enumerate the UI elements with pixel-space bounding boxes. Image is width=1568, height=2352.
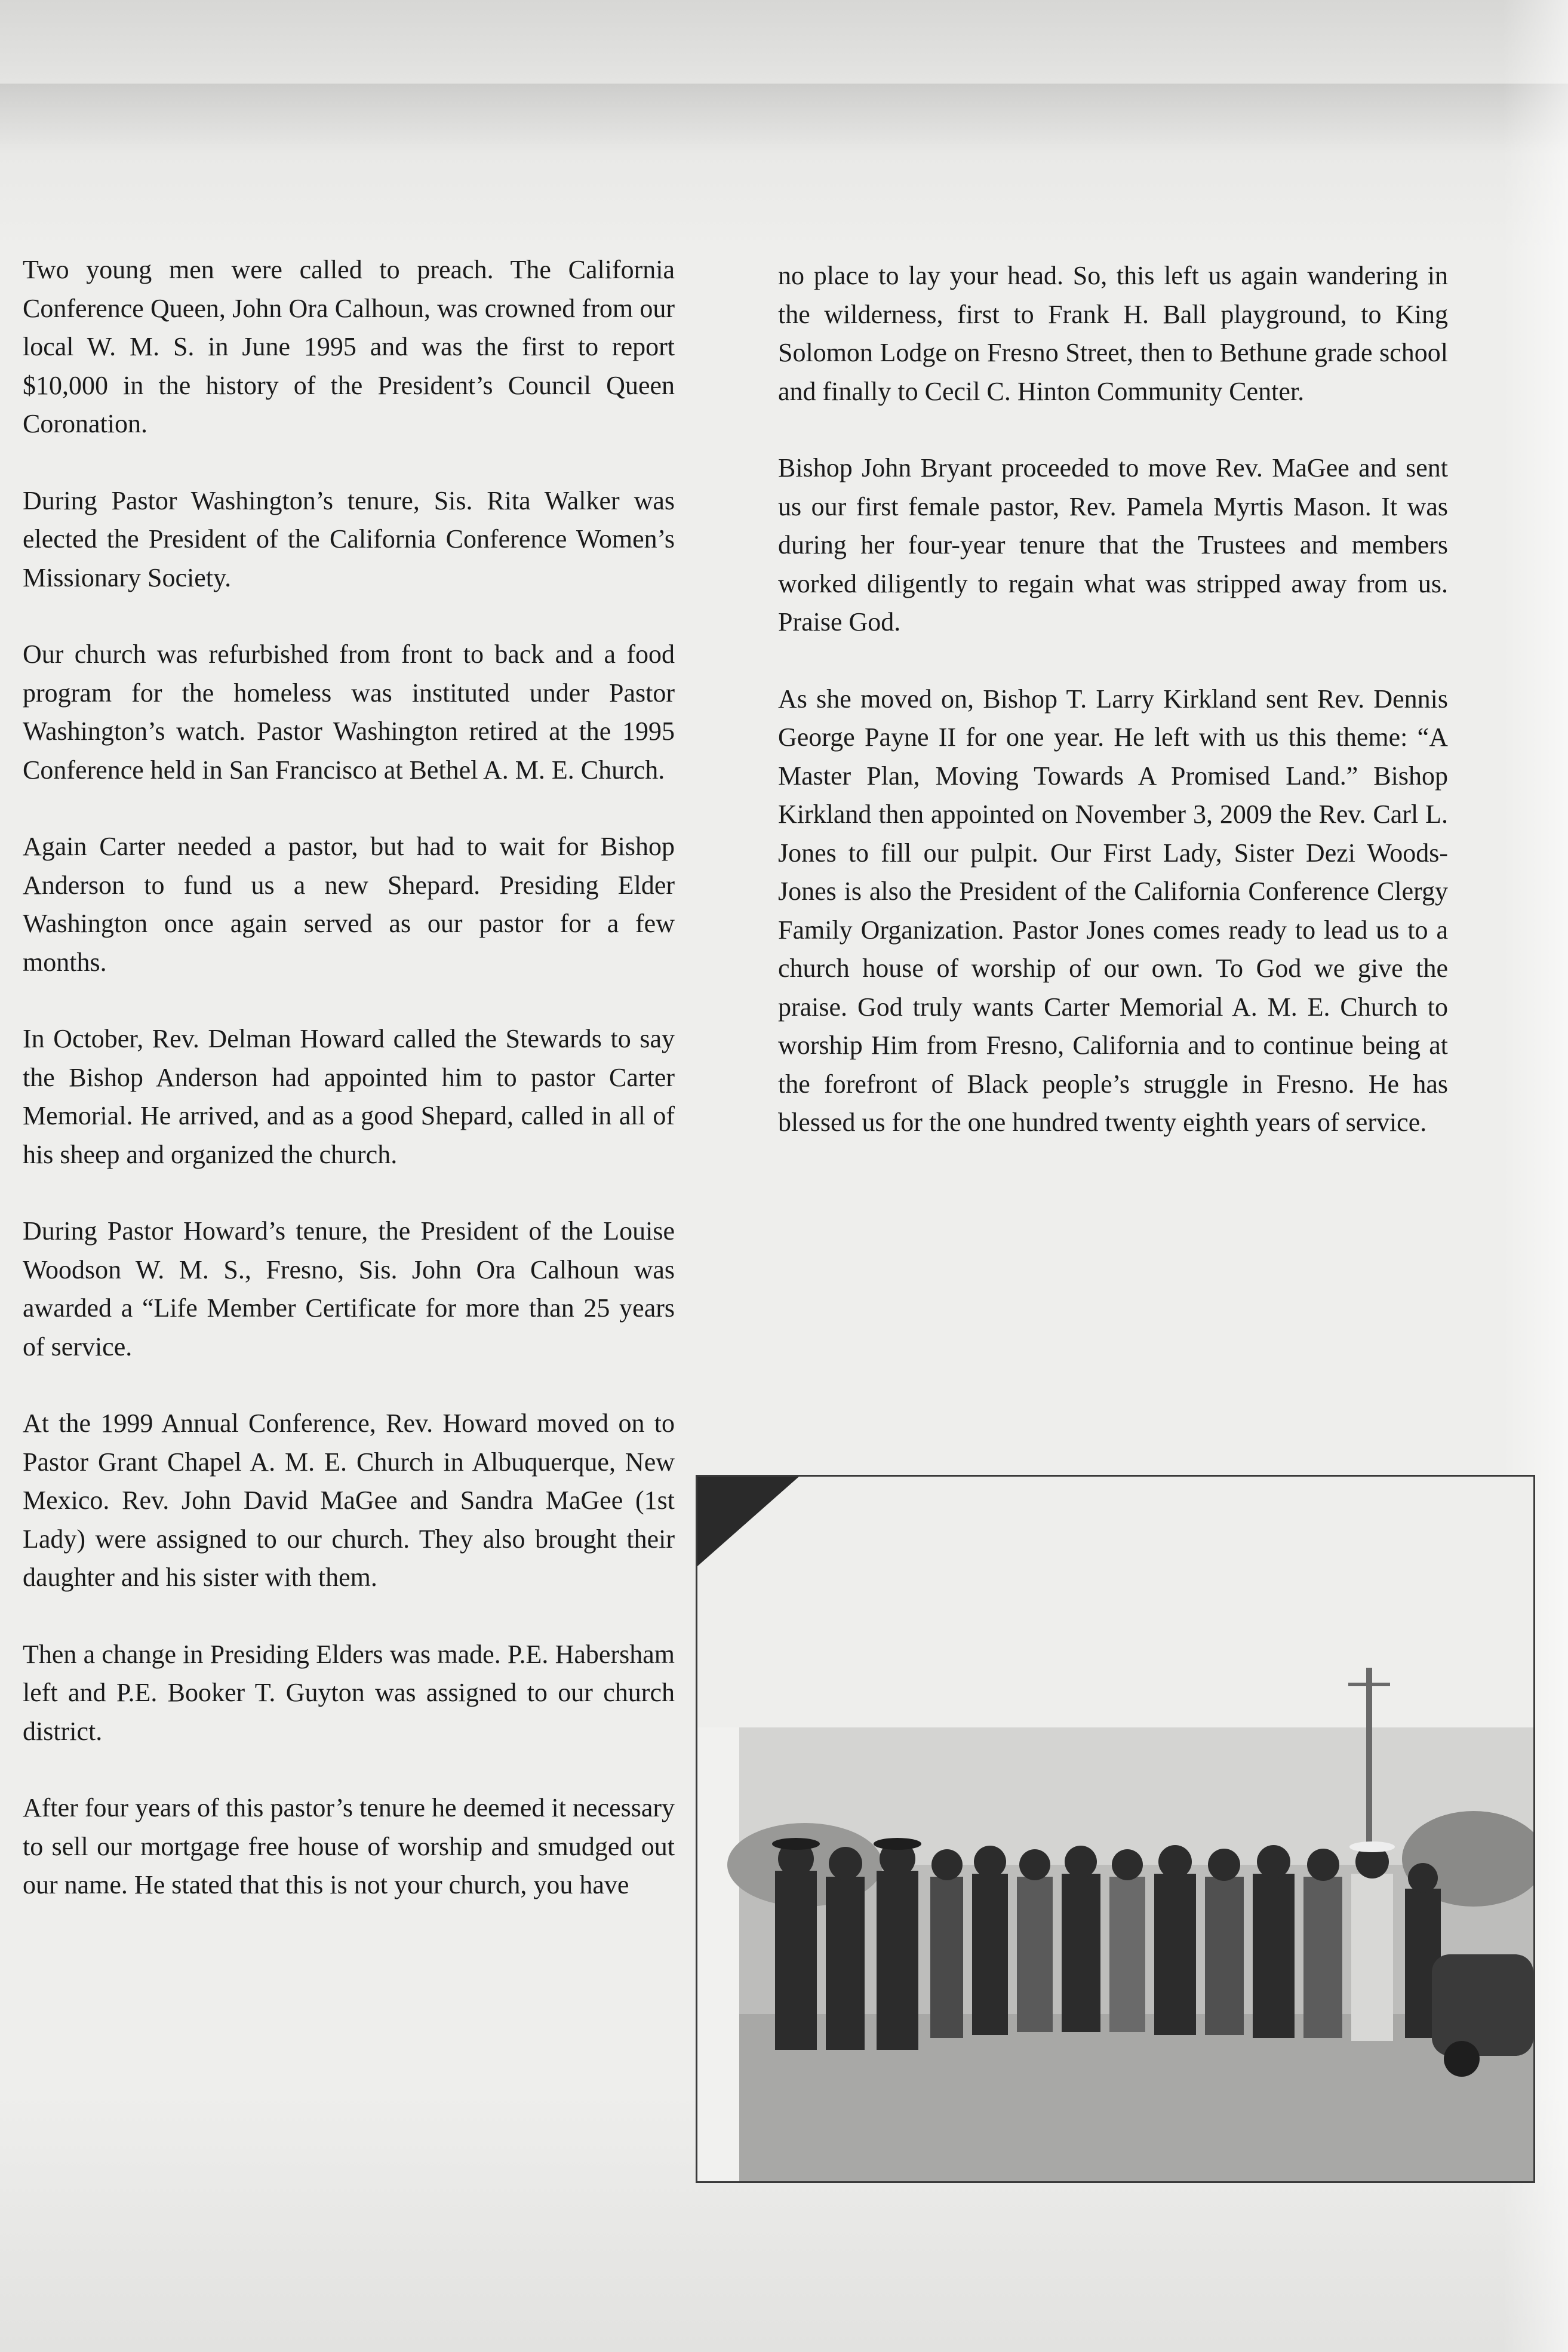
paragraph: After four years of this pastor’s tenure he deemed it necessary to sell our mortgage free house of worship and smudged out our name. He stated that this is not your church, you have xyxy=(23,1793,675,1899)
paragraph: Then a change in Presiding Elders was made. P.E. Habersham left and P.E. Booker T. Guyton was assigned to our church district. xyxy=(23,1639,675,1746)
paragraph: no place to lay your head. So, this left us again wandering in the wilderness, first to Frank H. Ball playground, to King Solomon Lodge on Fresno Street, then to Bethune grade school and finally to Cecil C. Hinton Community Center. xyxy=(778,261,1448,406)
binding-shadow xyxy=(0,84,1568,155)
paragraph: At the 1999 Annual Conference, Rev. Howard moved on to Pastor Grant Chapel A. M. E. Church in Albuquerque, New Mexico. Rev. John David MaGee and Sandra MaGee (1st Lady) were assigned to our church. They also brought their daughter and his sister with them. xyxy=(23,1409,675,1592)
paragraph: During Pastor Washington’s tenure, Sis. Rita Walker was elected the President of the California Conference Women’s Missionary Society. xyxy=(23,485,675,592)
right-column xyxy=(778,257,1448,1142)
paragraph: During Pastor Howard’s tenure, the President of the Louise Woodson W. M. S., Fresno, Sis. John Ora Calhoun was awarded a “Life Member Certificate for more than 25 years of service. xyxy=(23,1216,675,1361)
historical-group-photo xyxy=(696,1475,1535,2183)
paragraph: As she moved on, Bishop T. Larry Kirkland sent Rev. Dennis George Payne II for one year. He left with us this theme: “A Master Plan, Moving Towards A Promised Land.” Bishop Kirkland then appointed on November 3, 2009 the Rev. Carl L. Jones to fill our pulpit. Our First Lady, Sister Dezi Woods-Jones is also the President of the California Conference Clergy Family Organization. Pastor Jones comes ready to lead us to a church house of worship of our own. To God we give the praise. God truly wants Carter Memorial A. M. E. Church to worship Him from Fresno, California and to continue being at the forefront of Black people’s struggle in Fresno. He has blessed us for the one hundred twenty eighth years of service. xyxy=(778,684,1448,1137)
left-column xyxy=(23,251,675,1905)
paragraph: Two young men were called to preach. The California Conference Queen, John Ora Calhoun, was crowned from our local W. M. S. in June 1995 and was the first to report $10,000 in the history of the President’s Council Queen Coronation. xyxy=(23,255,675,438)
paragraph: Bishop John Bryant proceeded to move Rev. MaGee and sent us our first female pastor, Rev. Pamela Myrtis Mason. It was during her four-year tenure that the Trustees and members worked diligently to regain what was stripped away from us. Praise God. xyxy=(778,453,1448,637)
paragraph: Our church was refurbished from front to back and a food program for the homeless was instituted under Pastor Washington’s watch. Pastor Washington retired at the 1995 Conference held in San Francisco at Bethel A. M. E. Church. xyxy=(23,640,675,785)
photo-illustration xyxy=(697,1477,1533,2181)
paragraph: In October, Rev. Delman Howard called the Stewards to say the Bishop Anderson had appointed him to pastor Carter Memorial. He arrived, and as a good Shepard, called in all of his sheep and organized the church. xyxy=(23,1024,675,1169)
paragraph: Again Carter needed a pastor, but had to wait for Bishop Anderson to fund us a new Shepard. Presiding Elder Washington once again served as our pastor for a few months. xyxy=(23,832,675,977)
